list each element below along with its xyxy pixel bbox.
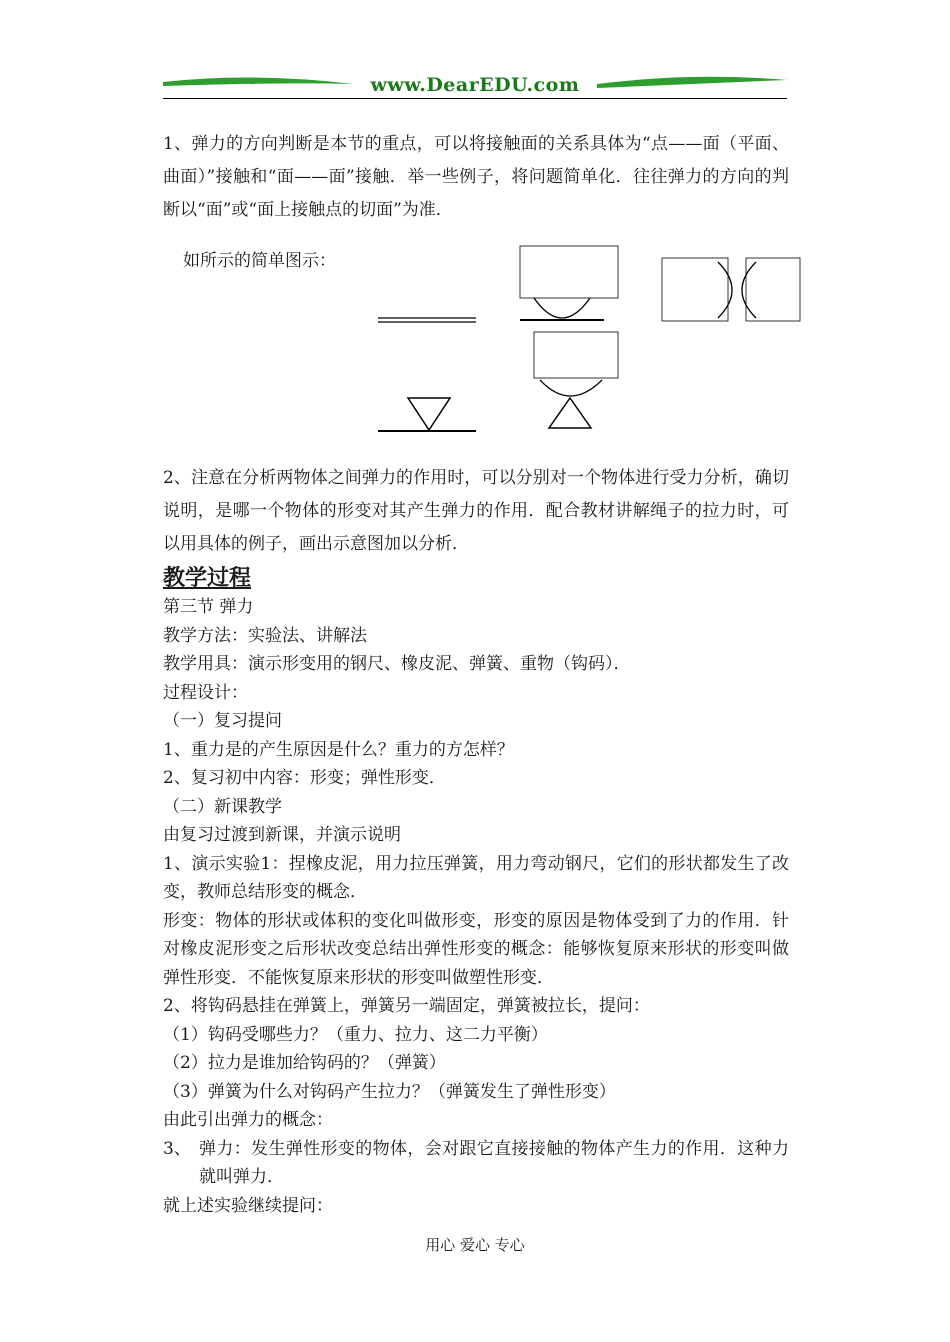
contact-diagrams [0,0,950,450]
text-line: 2、复习初中内容：形变；弹性形变． [163,768,446,788]
plane-plane-diagram [378,318,476,322]
text-line: 由复习过渡到新课，并演示说明 [163,825,401,845]
text-line: （2）拉力是谁加给钩码的？（弹簧） [163,1053,446,1073]
site-logo-text[interactable]: www.DearEDU.com [370,74,580,96]
intro-text: 1、弹力的方向判断是本节的重点，可以将接触面的关系具体为“点——面（平面、曲面）”接触和“面——面”接触．举一些例子，将问题简单化．往往弹力的方向的判断以“面”或“面上接触点的切面”为准． [163,134,789,220]
demo-one-text: 1、演示实验1：捏橡皮泥，用力拉压弹簧，用力弯动钢尺，它们的形状都发生了改变，教师总结形变的概念． [163,853,789,902]
text-line: （一）复习提问 [163,711,282,731]
text-line: （二）新课教学 [163,796,282,817]
figure-caption: 如所示的简单图示： [183,251,336,271]
section-title: 教学过程 [163,565,252,591]
text-line: 过程设计： [163,682,248,703]
text-line: （3）弹簧为什么对钩码产生拉力？（弹簧发生了弹性形变） [163,1081,616,1102]
item-three-text: 弹力：发生弹性形变的物体，会对跟它直接接触的物体产生力的作用．这种力就叫弹力． [199,1138,789,1187]
text-line: 由此引出弹力的概念： [163,1110,333,1130]
point-curve-diagram [534,332,618,428]
text-line: 1、重力是的产生原因是什么？重力的方怎样？ [163,739,514,760]
text-line: 第三节 弹力 [163,597,254,617]
paragraph-two: 2、注意在分析两物体之间弹力的作用时，可以分别对一个物体进行受力分析，确切说明，是哪一个物体的形变对其产生弹力的作用．配合教材讲解绳子的拉力时，可以用具体的例子，画出示意图加以分析． [163,468,789,554]
item-three-number: 3、 [163,1138,191,1159]
item-three [163,1135,789,1192]
point-plane-diagram [378,398,476,431]
main-body [163,462,789,1220]
text-line: 教学用具：演示形变用的钢尺、橡皮泥、弹簧、重物（钩码）． [163,654,631,674]
curve-plane-diagram [520,246,618,320]
page-footer: 用心 爱心 专心 [425,1236,525,1254]
text-line: 就上述实验继续提问： [163,1195,333,1216]
text-line: 教学方法：实验法、讲解法 [163,625,367,646]
text-line: （1）钩码受哪些力？（重力、拉力、这二力平衡） [163,1024,548,1045]
curve-curve-diagram [662,258,800,321]
text-line: 2、将钩码悬挂在弹簧上，弹簧另一端固定，弹簧被拉长，提问： [163,996,650,1016]
definition-text: 形变：物体的形状或体积的变化叫做形变，形变的原因是物体受到了力的作用．针对橡皮泥形变之后形状改变总结出弹性形变的概念：能够恢复原来形状的形变叫做弹性形变．不能恢复原来形状的形变叫做塑性形变． [163,910,789,988]
